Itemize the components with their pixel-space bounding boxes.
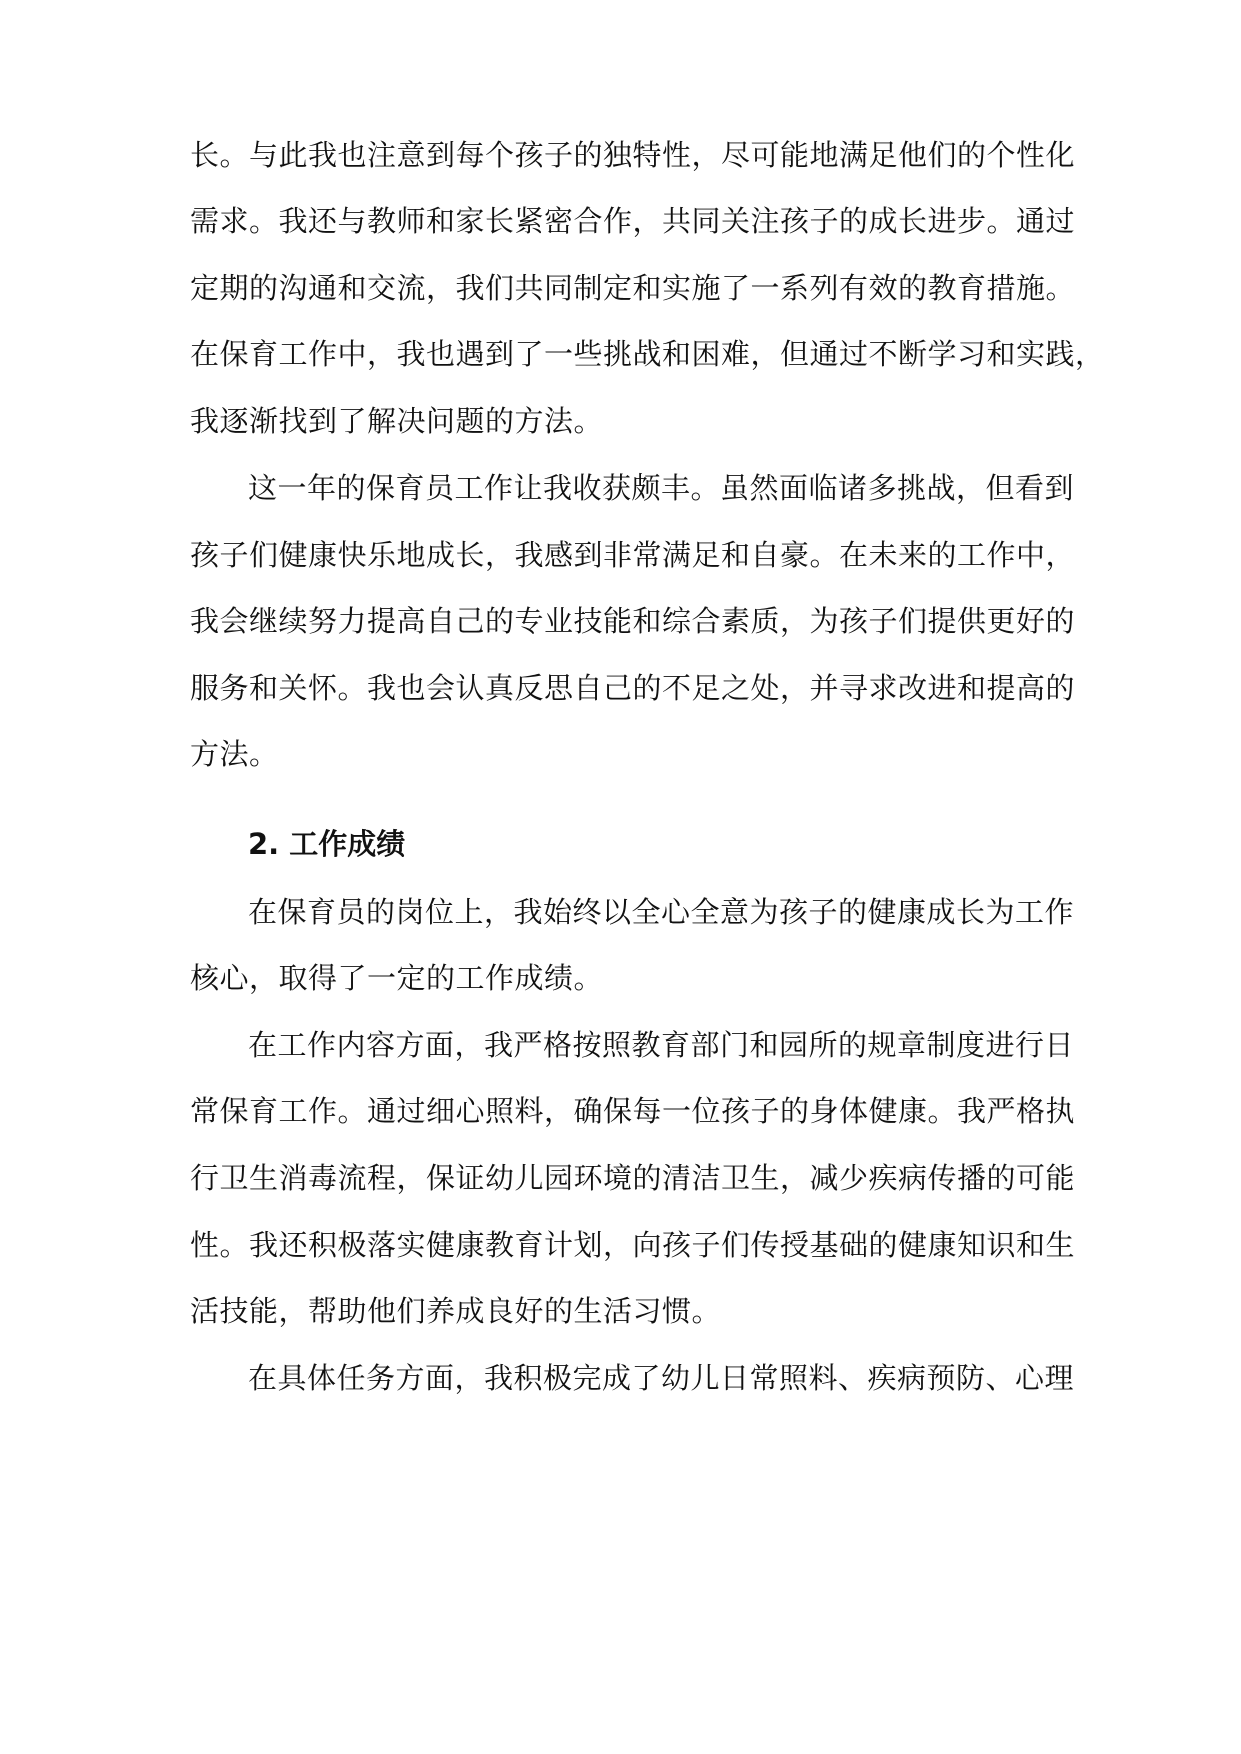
- paragraph-line: 性。我还积极落实健康教育计划，向孩子们传授基础的健康知识和生: [190, 1228, 1076, 1262]
- paragraph-line: 我会继续努力提高自己的专业技能和综合素质，为孩子们提供更好的: [190, 604, 1076, 638]
- paragraph-line: 需求。我还与教师和家长紧密合作，共同关注孩子的成长进步。通过: [190, 204, 1076, 238]
- paragraph-line: 常保育工作。通过细心照料，确保每一位孩子的身体健康。我严格执: [190, 1094, 1076, 1128]
- section-heading: 2. 工作成绩: [248, 827, 406, 861]
- paragraph-line: 这一年的保育员工作让我收获颇丰。虽然面临诸多挑战，但看到: [248, 471, 1075, 505]
- paragraph-line: 定期的沟通和交流，我们共同制定和实施了一系列有效的教育措施。: [190, 271, 1076, 305]
- paragraph-line: 服务和关怀。我也会认真反思自己的不足之处，并寻求改进和提高的: [190, 671, 1076, 705]
- paragraph-line: 长。与此我也注意到每个孩子的独特性，尽可能地满足他们的个性化: [190, 138, 1076, 172]
- paragraph-line: 活技能，帮助他们养成良好的生活习惯。: [190, 1294, 722, 1328]
- paragraph-line: 在具体任务方面，我积极完成了幼儿日常照料、疾病预防、心理: [248, 1361, 1075, 1395]
- paragraph-line: 方法。: [190, 737, 279, 771]
- paragraph-line: 在工作内容方面，我严格按照教育部门和园所的规章制度进行日: [248, 1028, 1075, 1062]
- paragraph-line: 我逐渐找到了解决问题的方法。: [190, 404, 604, 438]
- paragraph-line: 在保育工作中，我也遇到了一些挑战和困难，但通过不断学习和实践，: [190, 337, 1105, 371]
- paragraph-line: 行卫生消毒流程，保证幼儿园环境的清洁卫生，减少疾病传播的可能: [190, 1161, 1076, 1195]
- paragraph-line: 核心，取得了一定的工作成绩。: [190, 961, 604, 995]
- paragraph-line: 孩子们健康快乐地成长，我感到非常满足和自豪。在未来的工作中，: [190, 538, 1076, 572]
- paragraph-line: 在保育员的岗位上，我始终以全心全意为孩子的健康成长为工作: [248, 895, 1075, 929]
